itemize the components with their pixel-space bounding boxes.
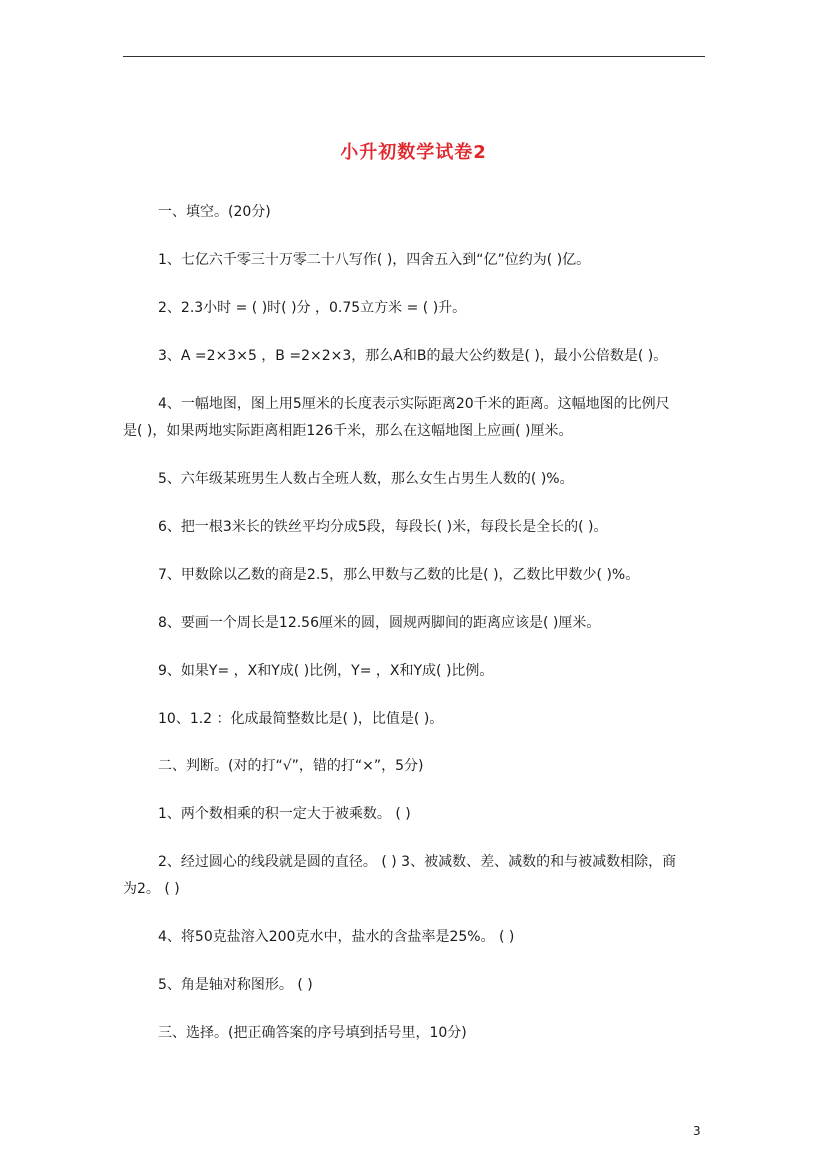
question-line: 为2。 ( ) (123, 881, 180, 897)
question-line: 5、六年级某班男生人数占全班人数，那么女生占男生人数的( )%。 (158, 471, 574, 487)
question-line: 8、要画一个周长是12.56厘米的圆，圆规两脚间的距离应该是( )厘米。 (158, 615, 601, 631)
question-line: 6、把一根3米长的铁丝平均分成5段，每段长( )米，每段长是全长的( )。 (158, 519, 608, 535)
question-line: 2、2.3小时 = ( )时( )分 ，0.75立方米 = ( )升。 (158, 300, 467, 316)
question-line: 4、一幅地图，图上用5厘米的长度表示实际距离20千米的距离。这幅地图的比例尺 (158, 396, 670, 412)
question-line: 3、A =2×3×5 ，B =2×2×3，那么A和B的最大公约数是( )，最小公倍数是( )。 (158, 348, 668, 364)
header-rule (123, 56, 705, 57)
question-line: 是( )，如果两地实际距离相距126千米，那么在这幅地图上应画( )厘米。 (123, 423, 573, 439)
question-line: 5、角是轴对称图形。 ( ) (158, 977, 313, 993)
question-line: 4、将50克盐溶入200克水中，盐水的含盐率是25%。 ( ) (158, 929, 515, 945)
question-line: 7、甲数除以乙数的商是2.5，那么甲数与乙数的比是( )，乙数比甲数少( )%。 (158, 567, 640, 583)
question-line: 9、如果Y= ，X和Y成( )比例，Y= ，X和Y成( )比例。 (158, 663, 494, 679)
page-number: 3 (693, 1124, 701, 1138)
question-line: 1、两个数相乘的积一定大于被乘数。 ( ) (158, 806, 411, 822)
section-1-heading: 一、填空。(20分) (158, 204, 271, 220)
question-line: 1、七亿六千零三十万零二十八写作( )，四舍五入到“亿”位约为( )亿。 (158, 252, 591, 268)
section-2-heading: 二、判断。(对的打“√”，错的打“×”，5分) (158, 758, 424, 774)
question-line: 2、经过圆心的线段就是圆的直径。 ( ) 3、被减数、差、减数的和与被减数相除，商 (158, 854, 677, 870)
document-title: 小升初数学试卷2 (340, 142, 487, 163)
question-line: 10、1.2 ：化成最简整数比是( )，比值是( )。 (158, 711, 444, 727)
section-3-heading: 三、选择。(把正确答案的序号填到括号里，10分) (158, 1025, 467, 1041)
